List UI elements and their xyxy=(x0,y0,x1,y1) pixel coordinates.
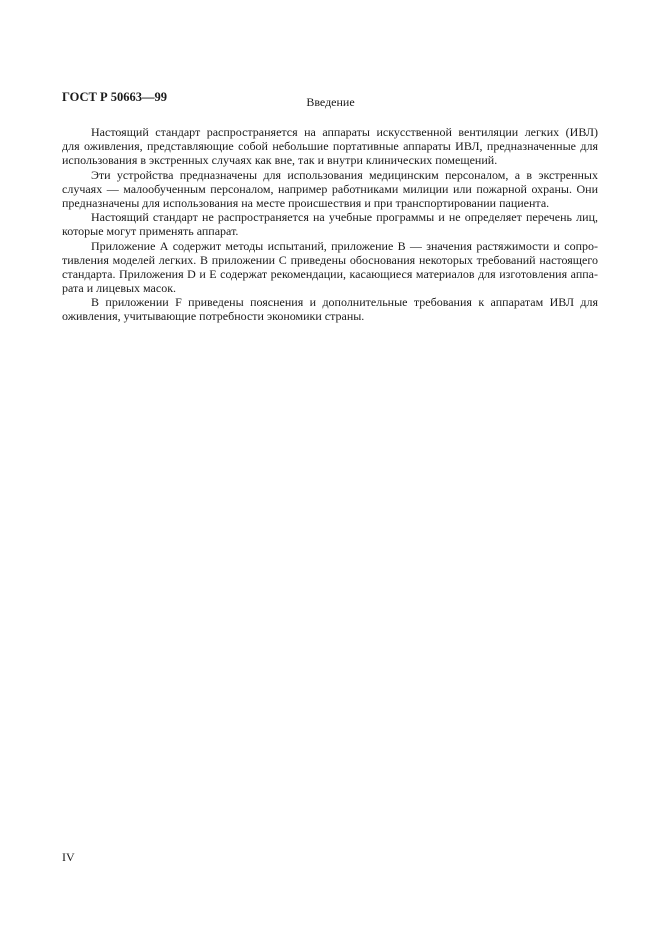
text-line: рата и лицевых масок. xyxy=(62,281,177,296)
paragraph xyxy=(62,168,598,211)
text-line: для оживления, представляющие собой небольшие портативные аппараты ИВЛ, предназначенные для xyxy=(62,139,598,154)
text-line: Настоящий стандарт распространяется на аппараты искусственной вентиляции легких (ИВЛ) xyxy=(91,125,598,139)
paragraph xyxy=(62,210,598,238)
text-line: случаях — малообученным персоналом, например работниками милиции или пожарной охраны. Они xyxy=(62,181,598,196)
text-line: которые могут применять аппарат. xyxy=(62,224,239,239)
text-line: стандарта. Приложения D и E содержат рекомендации, касающиеся материалов для изготовления аппа- xyxy=(62,266,598,281)
paragraph xyxy=(62,295,598,323)
text-line: В приложении F приведены пояснения и дополнительные требования к аппаратам ИВЛ для xyxy=(91,295,598,310)
standard-designation: ГОСТ Р 50663—99 xyxy=(62,90,168,104)
text-line: предназначены для использования на месте происшествия и при транспортировании пациента. xyxy=(62,195,550,210)
text-line: Эти устройства предназначены для использования медицинским персоналом, а в экстренных xyxy=(91,167,598,182)
body-text xyxy=(62,125,598,324)
page-number: IV xyxy=(62,850,75,864)
section-title: Введение xyxy=(306,95,355,109)
text-line: оживления, учитывающие потребности экономики страны. xyxy=(62,309,365,324)
paragraph xyxy=(62,125,598,168)
paragraph xyxy=(62,239,598,296)
text-line: тивления моделей легких. В приложении С приведены обоснования некоторых требований настоящего xyxy=(62,252,598,267)
text-line: использования в экстренных случаях как вне, так и внутри клинических помещений. xyxy=(62,153,498,168)
text-line: Настоящий стандарт не распространяется на учебные программы и не определяет перечень лиц, xyxy=(91,210,598,225)
text-line: Приложение А содержит методы испытаний, приложение В — значения растяжимости и сопро- xyxy=(91,238,598,253)
